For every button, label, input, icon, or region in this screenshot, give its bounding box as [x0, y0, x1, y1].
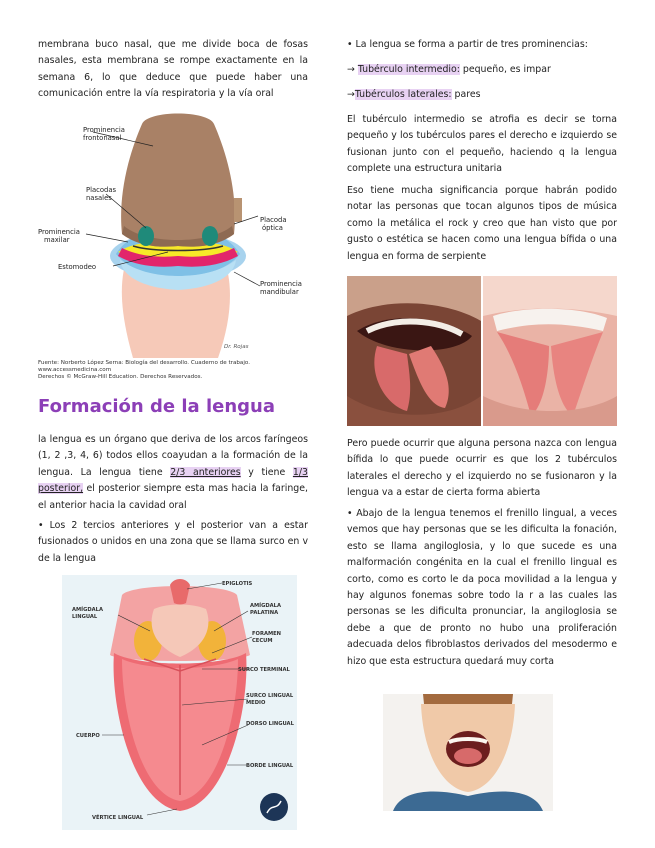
highlight-intermedio: Tubérculo intermedio: [357, 64, 460, 75]
label-placodas-2: nasales [86, 194, 112, 202]
caption-line-3: Derechos © McGraw-Hill Education. Derechos Reservados. [38, 374, 203, 380]
label-foramen-2: CECUM [252, 638, 273, 644]
label-epiglotis: EPIGLOTIS [222, 581, 253, 587]
sulcus-paragraph: • Los 2 tercios anteriores y el posterior van a estar fusionados o unidos en una zona que se llama surco en v de la lengua [38, 520, 308, 564]
label-amigdala-palatina-2: PALATINA [250, 610, 279, 616]
label-placodas-1: Placodas [86, 186, 117, 194]
label-mandibular-2: mandibular [260, 288, 299, 296]
label-estomodeo: Estomodeo [58, 263, 97, 271]
label-dorso: DORSO LINGUAL [246, 721, 294, 727]
artist-signature: Dr. Rojas [224, 344, 249, 350]
tuberculo-intermedio-line: → Tubérculo intermedio: pequeño, es impar [347, 64, 551, 75]
prominences-intro: • La lengua se forma a partir de tres prominencias: [347, 39, 588, 50]
bifid-tongue-photo-right [483, 276, 617, 426]
label-amigdala-lingual-1: AMÍGDALA [72, 607, 104, 613]
label-maxilar-1: Prominencia [38, 228, 80, 236]
caption-line-1: Fuente: Norberto López Serna: Biología del desarrollo. Cuaderno de trabajo. [38, 360, 251, 366]
label-borde: BORDE LINGUAL [246, 763, 294, 769]
label-surco-terminal: SURCO TERMINAL [238, 667, 290, 673]
bifid-tongue-photo-left [347, 276, 481, 426]
section-heading: Formación de la lengua [38, 396, 275, 417]
label-mandibular-1: Prominencia [260, 280, 302, 288]
label-surco-medio-2: MEDIO [246, 700, 266, 706]
label-foramen-1: FORAMEN [252, 631, 282, 637]
bifid-birth-paragraph: Pero puede ocurrir que alguna persona nazca con lengua bífida lo que puede ocurrir es que los 2 tubérculos laterales el derecho y el izquierdo no se fusionaron y la lengua va a estar de cierta forma abierta [347, 438, 617, 499]
label-surco-medio-1: SURCO LINGUAL [246, 693, 294, 699]
label-frontonasal-1: Prominencia [83, 126, 125, 134]
intro-paragraph: membrana buco nasal, que me divide boca de fosas nasales, esta membrana se rompe exactamente en la semana 6, lo que deduce que puede haber una comunicación entre la vía respiratoria y la vía oral [38, 39, 308, 100]
label-frontonasal-2: frontonasal [83, 134, 122, 142]
tongue-formation-paragraph: la lengua es un órgano que deriva de los arcos faríngeos (1, 2 ,3, 4, 6) todos ellos coayudan a la formación de la lengua. La lengua tiene 2/3 anteriores y tiene 1/3 posterior, el posterior siempre esta mas hacia la faringe, el anterior hacia la cavidad oral [38, 434, 308, 511]
frenulum-paragraph: • Abajo de la lengua tenemos el frenillo lingual, a veces vemos que hay personas que se les dificulta la fonación, esto se llama angiloglosia, y lo que sucede es una malformación congénita en la cual el frenillo lingual es corto, como es corto le da poca movilidad a la lengua y hay algunos fonemas sobre todo la r a las cuales las personas se les dificulta pronunciar, la angiloglosia se debe a que de pronto no hubo una proliferación adecuada delos fibroblastos derivados del mesodermo e hizo que esta estructura quedará muy corta [347, 508, 617, 667]
label-placoda-optica-2: óptica [262, 224, 283, 232]
tongue-anatomy-figure [62, 575, 297, 830]
tuberculos-laterales-line: →Tubérculos laterales: pares [347, 89, 481, 100]
label-amigdala-palatina-1: AMÍGDALA [250, 603, 282, 609]
child-mouth-photo [383, 694, 553, 811]
label-placoda-optica-1: Placoda [260, 216, 287, 224]
label-maxilar-2: maxilar [44, 236, 70, 244]
label-vertice: VÉRTICE LINGUAL [92, 815, 144, 821]
highlight-posterior: 1/3 posterior, [38, 466, 308, 495]
figure1-caption [38, 360, 308, 381]
tongue-anatomy-illustration [62, 575, 297, 830]
highlight-anterior: 2/3 anteriores [170, 466, 241, 478]
music-paragraph: Eso tiene mucha significancia porque habrán podido notar las personas que tocan algunos tipos de música como la metálica el rock y creo que han visto que por gusto o estética se hacen como una lengua bífida o una lengua en forma de serpiente [347, 185, 617, 262]
label-cuerpo: CUERPO [76, 733, 100, 739]
atrophy-paragraph: El tubérculo intermedio se atrofia es decir se torna pequeño y los tubérculos pares el derecho e izquierdo se fusionan junto con el pequeño, haciendo q la lengua complete una estructura unitaria [347, 114, 617, 175]
highlight-laterales: Tubérculos laterales: [354, 89, 452, 100]
embryo-face-figure [38, 106, 308, 358]
embryo-face-illustration [38, 106, 308, 358]
caption-line-2: www.accessmedicina.com [38, 367, 112, 373]
label-amigdala-lingual-2: LINGUAL [72, 614, 98, 620]
